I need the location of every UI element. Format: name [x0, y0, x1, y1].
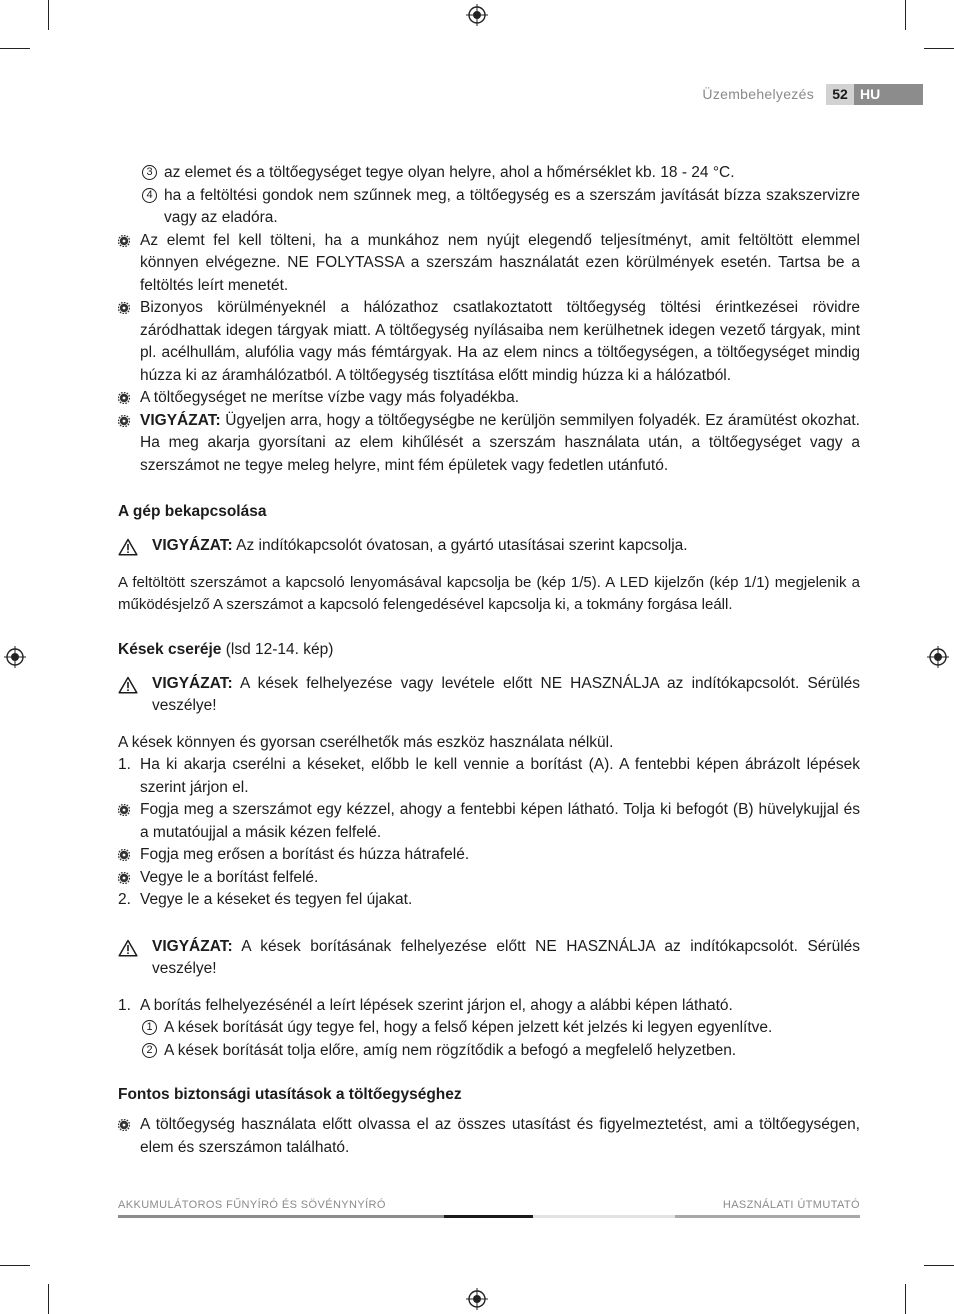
section-heading: A gép bekapcsolása	[118, 503, 267, 520]
substep-text: A kések borítását úgy tegye fel, hogy a felső képen jelzett két jelzés ki legyen egyenlítve.	[164, 1019, 773, 1036]
step-number: 2.	[118, 891, 131, 908]
numbered-step	[118, 754, 860, 799]
step-text: Ha ki akarja cserélni a késeket, előbb le kell vennie a borítást (A). A fentebbi képen ábrázolt lépések szerint járjon el.	[140, 756, 860, 796]
warning-triangle-icon	[118, 676, 138, 694]
bullet-text: Fogja meg erősen a borítást és húzza hátrafelé.	[140, 846, 470, 863]
warning-label: VIGYÁZAT:	[140, 411, 221, 429]
warning-text: Az indítókapcsolót óvatosan, a gyártó utasításai szerint kapcsolja.	[236, 537, 688, 554]
bullet-item	[118, 867, 860, 890]
heading-text: Kések cseréje	[118, 640, 222, 658]
numbered-substep-1	[118, 1017, 860, 1040]
gear-bullet-icon	[118, 1119, 130, 1131]
step-text: A borítás felhelyezésénél a leírt lépések szerint járjon el, ahogy a alábbi képen látható.	[140, 996, 733, 1014]
warning-block	[118, 936, 860, 981]
gear-bullet-icon	[118, 872, 130, 884]
warning-triangle-icon	[118, 939, 138, 957]
bullet-text: Az elemt fel kell tölteni, ha a munkához nem nyújt elegendő teljesítményt, amit feltöltött elemmel könnyen elvégezne. NE FOLYTASSA a szerszám használatát ezen körülmények esetén. Tartsa be a feltöltés leírt menetét.	[140, 231, 860, 294]
bullet-text: Fogja meg a szerszámot egy kézzel, ahogy a fentebbi képen látható. Tolja ki befogót (B) hüvelykujjal és a mutatóujjal a másik kézen felfelé.	[140, 801, 860, 841]
bullet-text: Ügyeljen arra, hogy a töltőegységbe ne kerüljön semmilyen folyadék. Ez áramütést okozhat. Ha meg akarja gyorsítani az elem kihűlését a szerszám használata után, a töltőegységet vagy a szerszámot ne tegye meleg helyre, mint fém épületek vagy fedetlen utánfutó.	[140, 411, 860, 474]
numbered-step	[118, 889, 860, 912]
numbered-step	[118, 995, 860, 1018]
circled-number: 1	[142, 1020, 157, 1035]
warning-label: VIGYÁZAT:	[152, 537, 233, 554]
bullet-item	[118, 230, 860, 298]
circled-number: 3	[142, 165, 157, 180]
footer-document-type: HASZNÁLATI ÚTMUTATÓ	[722, 1199, 860, 1211]
footer-product-name: AKKUMULÁTOROS FŰNYÍRÓ ÉS SÖVÉNYNYÍRÓ	[118, 1199, 386, 1211]
circled-number: 4	[142, 188, 157, 203]
registration-mark-icon	[927, 646, 949, 668]
step-number: 1.	[118, 996, 131, 1014]
language-tab: HU	[854, 84, 923, 105]
bullet-item	[118, 1114, 860, 1159]
circled-number: 2	[142, 1043, 157, 1058]
bullet-item	[118, 799, 860, 844]
heading-reference: (lsd 12-14. kép)	[225, 640, 334, 658]
page-content	[118, 162, 860, 1159]
crop-mark	[905, 0, 906, 30]
gear-bullet-icon	[118, 849, 130, 861]
substep-text: ha a feltöltési gondok nem szűnnek meg, a töltőegység es a szerszám javítását bízza szakszervizre vagy az eladóra.	[164, 186, 860, 226]
gear-bullet-icon	[118, 804, 130, 816]
footer-rule-segment	[533, 1215, 675, 1218]
substep-text: az elemet és a töltőegységet tegye olyan helyre, ahol a hőmérséklet kb. 18 - 24 °C.	[164, 164, 735, 181]
footer-rule-segment	[444, 1215, 533, 1218]
paragraph: A feltöltött szerszámot a kapcsoló lenyomásával kapcsolja be (kép 1/5). A LED kijelzőn (kép 1/1) megjelenik a működésjelző A szerszámot a kapcsoló felengedésével kapcsolja ki, a tokmány forgása leáll.	[118, 573, 860, 613]
bullet-item	[118, 410, 860, 478]
warning-text: A kések borításának felhelyezése előtt NE HASZNÁLJA az indítókapcsolót. Sérülés veszélye!	[152, 937, 861, 977]
bullet-text: A töltőegységet ne merítse vízbe vagy más folyadékba.	[140, 389, 520, 406]
section-heading: Fontos biztonsági utasítások a töltőegységhez	[118, 1086, 462, 1103]
gear-bullet-icon	[118, 415, 130, 427]
numbered-substep-4	[118, 185, 860, 230]
crop-mark	[48, 0, 49, 30]
crop-mark	[924, 48, 954, 49]
section-title: Üzembehelyezés	[702, 86, 814, 102]
warning-label: VIGYÁZAT:	[152, 937, 233, 955]
bullet-item	[118, 387, 860, 410]
warning-block	[118, 673, 860, 718]
warning-triangle-icon	[118, 538, 138, 556]
bullet-text: Vegye le a borítást felfelé.	[140, 868, 319, 886]
crop-mark	[0, 1265, 30, 1266]
footer-rule-segment	[675, 1215, 860, 1218]
step-text: Vegye le a késeket és tegyen fel újakat.	[140, 891, 413, 908]
warning-text: A kések felhelyezése vagy levétele előtt NE HASZNÁLJA az indítókapcsolót. Sérülés veszélye!	[152, 674, 861, 714]
bullet-text: A töltőegység használata előtt olvassa el az összes utasítást és figyelmeztetést, ami a töltőegységen, elem és szerszámon található.	[140, 1116, 860, 1156]
bullet-item	[118, 297, 860, 387]
registration-mark-icon	[466, 1288, 488, 1310]
registration-mark-icon	[466, 4, 488, 26]
bullet-item	[118, 844, 860, 867]
paragraph: A kések könnyen és gyorsan cserélhetők más eszköz használata nélkül.	[118, 733, 614, 751]
crop-mark	[924, 1265, 954, 1266]
crop-mark	[905, 1284, 906, 1314]
crop-mark	[48, 1284, 49, 1314]
registration-mark-icon	[4, 646, 26, 668]
page-number: 52	[826, 84, 854, 105]
step-number: 1.	[118, 756, 131, 773]
crop-mark	[0, 48, 30, 49]
footer-rule-segment	[118, 1215, 444, 1218]
warning-label: VIGYÁZAT:	[152, 674, 233, 692]
warning-block	[118, 535, 860, 558]
section-heading	[118, 639, 860, 661]
substep-text: A kések borítását tolja előre, amíg nem rögzítődik a befogó a megfelelő helyzetben.	[164, 1041, 737, 1059]
gear-bullet-icon	[118, 235, 130, 247]
bullet-text: Bizonyos körülményeknél a hálózathoz csatlakoztatott töltőegység töltési érintkezései rövidre záródhattak idegen tárgyak miatt. A töltőegység nyílásaiba nem kerülhetnek idegen vezető tárgyak, mint pl. acélhullám, alufólia vagy más fémtárgyak. Ha az elem nincs a töltőegységen, a töltőegységet mindig húzza ki az áramhálózatból. A töltőegység tisztítása előtt mindig húzza ki a hálózatból.	[140, 299, 860, 384]
gear-bullet-icon	[118, 302, 130, 314]
numbered-substep-3	[118, 162, 860, 185]
gear-bullet-icon	[118, 392, 130, 404]
numbered-substep-2	[118, 1040, 860, 1063]
